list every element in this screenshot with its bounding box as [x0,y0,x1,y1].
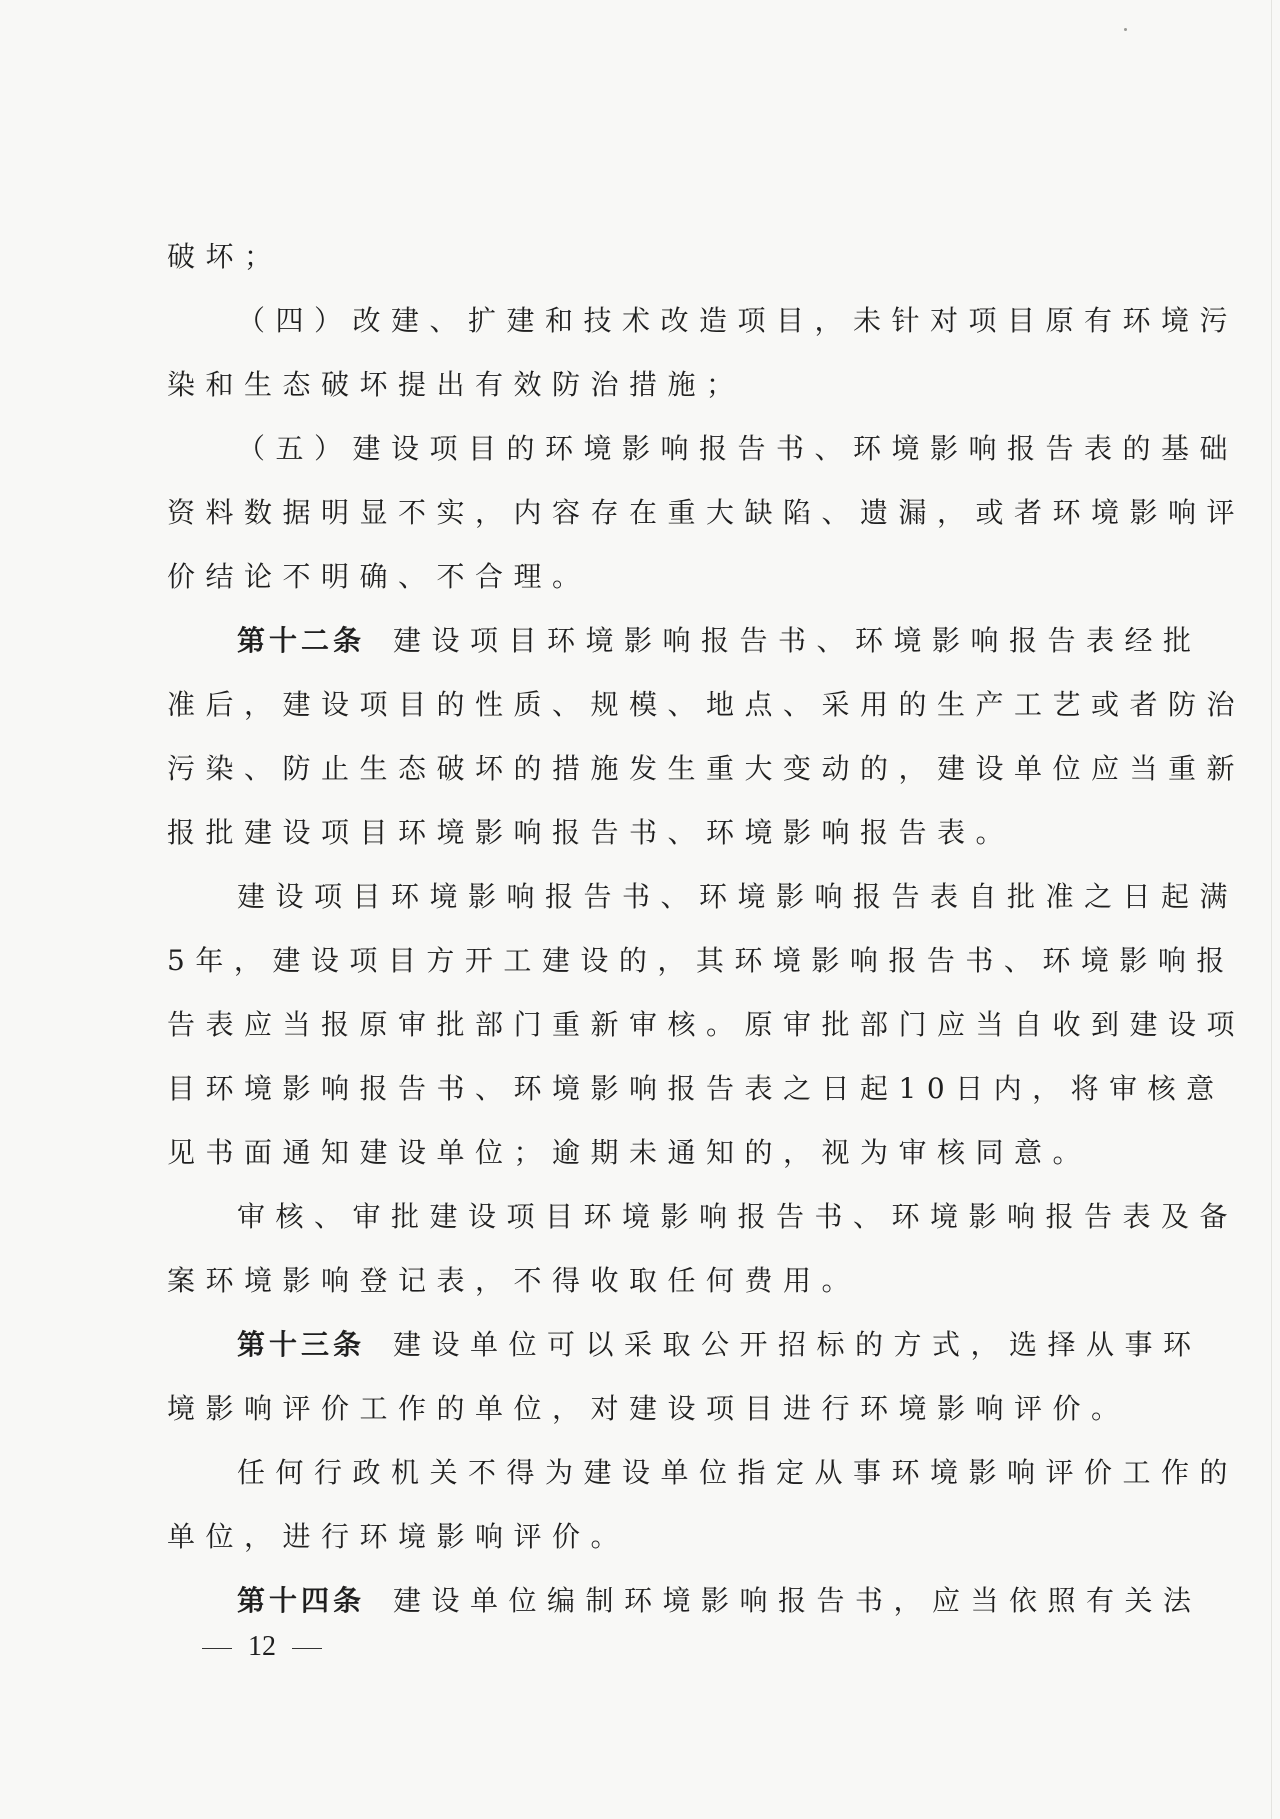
text-line: 资料数据明显不实，内容存在重大缺陷、遗漏，或者环境影响评 [167,496,1246,529]
text-line: 境影响评价工作的单位，对建设项目进行环境影响评价。 [167,1392,1130,1425]
footer-dash-right [292,1648,322,1649]
text-line: 审核、审批建设项目环境影响报告书、环境影响报告表及备 [237,1200,1239,1233]
body-text [167,225,1246,1633]
text-line: 见书面通知建设单位；逾期未通知的，视为审核同意。 [167,1136,1092,1169]
text-line: 报批建设项目环境影响报告书、环境影响报告表。 [167,816,1015,849]
page-number: 12 [248,1631,276,1662]
article-14-heading: 第十四条 [237,1584,366,1617]
article-13-first-line [167,1313,1202,1377]
footer-dash-left [202,1648,232,1649]
text-line: 任何行政机关不得为建设单位指定从事环境影响评价工作的 [237,1456,1239,1489]
text-line: 案环境影响登记表，不得收取任何费用。 [167,1264,861,1297]
text-line: （四）改建、扩建和技术改造项目，未针对项目原有环境污 [237,304,1239,337]
text-line: 建设单位编制环境影响报告书，应当依照有关法 [393,1584,1202,1617]
text-line: 建设单位可以采取公开招标的方式，选择从事环 [393,1328,1202,1361]
article-12-first-line [167,609,1202,673]
text-line: 目环境影响报告书、环境影响报告表之日起10日内，将审核意 [167,1072,1225,1105]
page-footer [202,1627,322,1667]
article-12-heading: 第十二条 [237,624,366,657]
text-line: 准后，建设项目的性质、规模、地点、采用的生产工艺或者防治 [167,688,1246,721]
text-line: 染和生态破坏提出有效防治措施； [167,368,745,401]
page-edge-line [1271,0,1272,1819]
article-14-first-line [167,1569,1202,1633]
article-13-heading: 第十三条 [237,1328,366,1361]
text-line: 建设项目环境影响报告书、环境影响报告表经批 [393,624,1202,657]
text-line: 5年，建设项目方开工建设的，其环境影响报告书、环境影响报 [167,944,1235,977]
text-line: 破坏； [167,240,283,273]
text-line: 告表应当报原审批部门重新审核。原审批部门应当自收到建设项 [167,1008,1246,1041]
text-line: 价结论不明确、不合理。 [167,560,591,593]
text-line: （五）建设项目的环境影响报告书、环境影响报告表的基础 [237,432,1239,465]
text-line: 建设项目环境影响报告书、环境影响报告表自批准之日起满 [237,880,1239,913]
text-line: 污染、防止生态破坏的措施发生重大变动的，建设单位应当重新 [167,752,1246,785]
scan-speck [1124,28,1127,31]
text-line: 单位，进行环境影响评价。 [167,1520,630,1553]
